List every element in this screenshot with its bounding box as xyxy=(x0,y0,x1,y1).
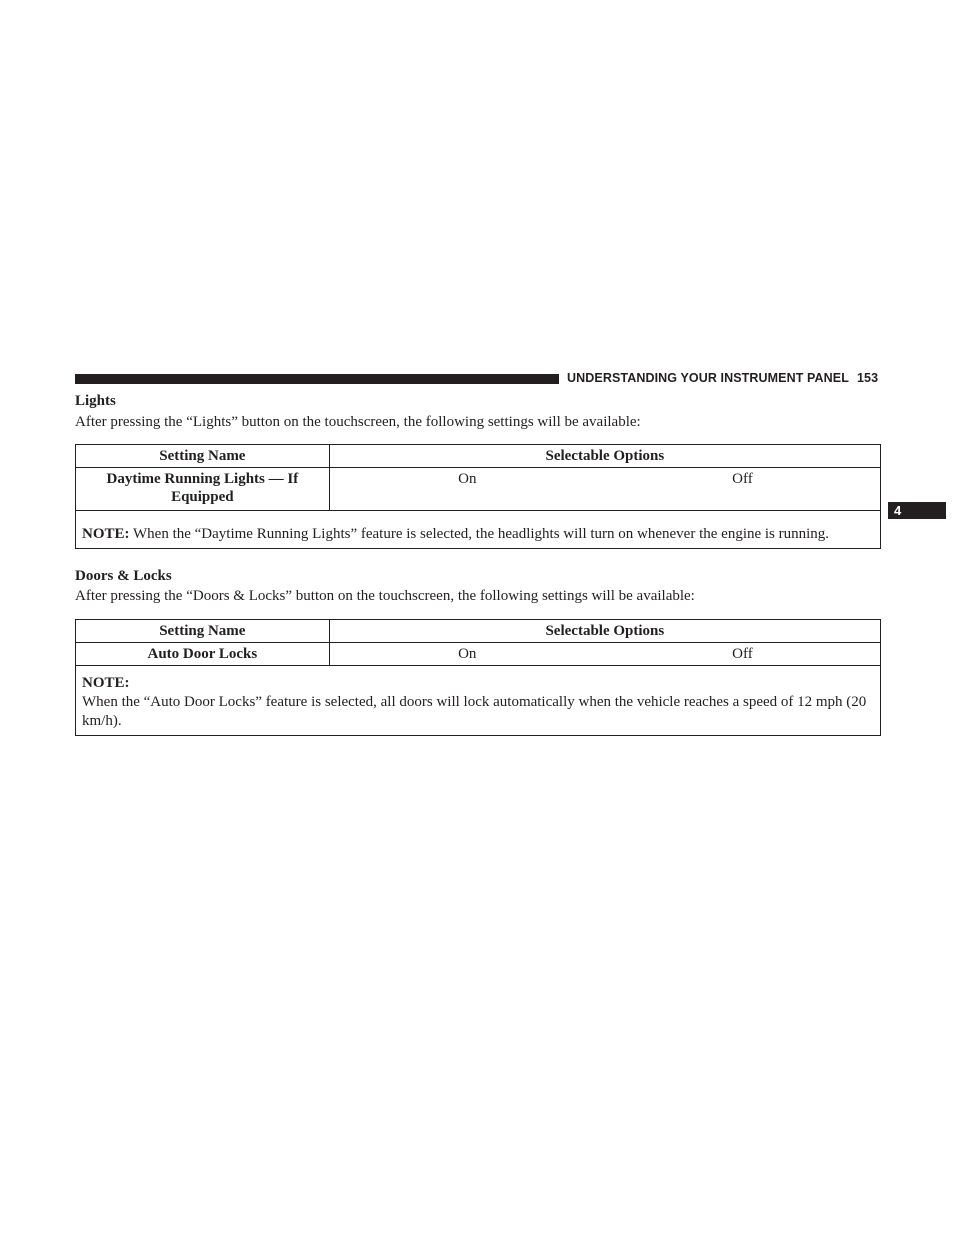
option-off: Off xyxy=(605,643,881,666)
note-row xyxy=(76,666,881,736)
note-label: NOTE: xyxy=(82,675,130,691)
note-text: When the “Daytime Running Lights” feature is selected, the headlights will turn on whenever the engine is running. xyxy=(133,526,830,542)
setting-name: Daytime Running Lights — If Equipped xyxy=(76,468,330,511)
running-header xyxy=(567,371,883,385)
column-header-options: Selectable Options xyxy=(329,445,880,468)
doors-locks-intro: After pressing the “Doors & Locks” button on the touchscreen, the following settings will be available: xyxy=(75,588,695,604)
note-cell xyxy=(76,511,881,549)
lights-settings-table xyxy=(75,444,881,549)
option-off: Off xyxy=(605,468,881,511)
option-on: On xyxy=(329,643,605,666)
setting-name: Auto Door Locks xyxy=(76,643,330,666)
note-text: When the “Auto Door Locks” feature is selected, all doors will lock automatically when the vehicle reaches a speed of 12 mph (20 km/h). xyxy=(82,694,867,729)
header-rule xyxy=(75,374,559,384)
option-on: On xyxy=(329,468,605,511)
table-row xyxy=(76,468,881,511)
column-header-setting: Setting Name xyxy=(76,620,330,643)
table-header-row xyxy=(76,620,881,643)
page-number: 153 xyxy=(856,371,879,385)
note-cell xyxy=(76,666,881,736)
table-header-row xyxy=(76,445,881,468)
column-header-setting: Setting Name xyxy=(76,445,330,468)
lights-intro: After pressing the “Lights” button on the touchscreen, the following settings will be available: xyxy=(75,414,641,430)
note-label: NOTE: xyxy=(82,526,130,542)
note-row xyxy=(76,511,881,549)
section-title: UNDERSTANDING YOUR INSTRUMENT PANEL xyxy=(567,371,849,385)
doors-locks-heading: Doors & Locks xyxy=(75,568,172,584)
lights-heading: Lights xyxy=(75,393,116,409)
chapter-tab: 4 xyxy=(888,502,946,519)
column-header-options: Selectable Options xyxy=(329,620,880,643)
doors-locks-settings-table xyxy=(75,619,881,736)
table-row xyxy=(76,643,881,666)
